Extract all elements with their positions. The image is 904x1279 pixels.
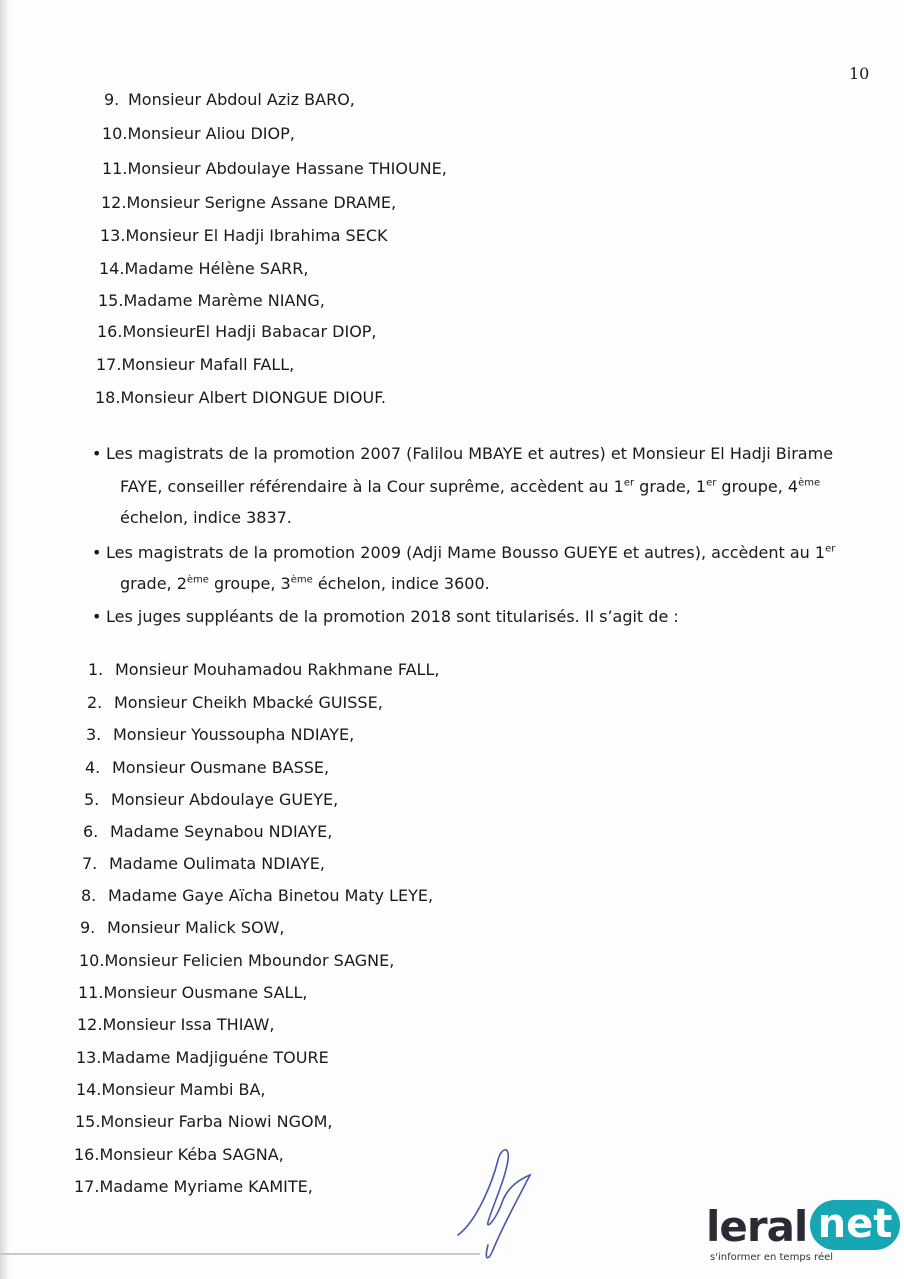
list-item: 18.Monsieur Albert DIONGUE DIOUF. (95, 388, 386, 407)
list-item: 8. Madame Gaye Aïcha Binetou Maty LEYE, (81, 886, 434, 905)
list-item: 17.Madame Myriame KAMITE, (74, 1177, 313, 1196)
list-item: 14.Monsieur Mambi BA, (76, 1080, 266, 1099)
logo-wordmark: leral (706, 1202, 808, 1251)
bullet-paragraph-1: • Les magistrats de la promotion 2007 (Falilou MBAYE et autres) et Monsieur El Hadji Birame (92, 444, 834, 463)
logo-tagline: s'informer en temps réel (710, 1252, 834, 1263)
bullet-paragraph-2-line-2: grade, 2ème groupe, 3ème échelon, indice 3600. (120, 574, 490, 593)
list-item: 9. Monsieur Abdoul Aziz BARO, (104, 90, 355, 109)
list-item: 7. Madame Oulimata NDIAYE, (82, 854, 325, 873)
list-item: 5. Monsieur Abdoulaye GUEYE, (84, 790, 339, 809)
list-item: 11.Monsieur Abdoulaye Hassane THIOUNE, (102, 159, 447, 178)
list-item: 16.MonsieurEl Hadji Babacar DIOP, (97, 322, 377, 341)
list-item: 11.Monsieur Ousmane SALL, (78, 983, 308, 1002)
list-item: 1. Monsieur Mouhamadou Rakhmane FALL, (88, 660, 440, 679)
logo-badge: net (810, 1200, 900, 1250)
list-item: 17.Monsieur Mafall FALL, (96, 355, 295, 374)
list-item: 10.Monsieur Aliou DIOP, (102, 124, 295, 143)
bullet-paragraph-3: • Les juges suppléants de la promotion 2018 sont titularisés. Il s’agit de : (92, 607, 679, 626)
bullet-paragraph-1-line-3: échelon, indice 3837. (120, 508, 292, 527)
list-item: 2. Monsieur Cheikh Mbacké GUISSE, (87, 693, 383, 712)
list-item: 13.Madame Madjiguéne TOURE (76, 1048, 329, 1067)
list-item: 6. Madame Seynabou NDIAYE, (83, 822, 333, 841)
list-item: 9. Monsieur Malick SOW, (80, 918, 285, 937)
list-item: 10.Monsieur Felicien Mboundor SAGNE, (79, 951, 395, 970)
leral-logo (700, 1198, 904, 1270)
footer-rule (0, 1253, 480, 1255)
list-item: 14.Madame Hélène SARR, (99, 259, 309, 278)
list-item: 4. Monsieur Ousmane BASSE, (85, 758, 330, 777)
list-item: 3. Monsieur Youssoupha NDIAYE, (86, 725, 355, 744)
handwritten-signature (448, 1140, 548, 1265)
bullet-paragraph-1-line-2: FAYE, conseiller référendaire à la Cour suprême, accèdent au 1er grade, 1er groupe, 4ème (120, 477, 821, 496)
list-item: 12.Monsieur Issa THIAW, (77, 1015, 275, 1034)
list-item: 12.Monsieur Serigne Assane DRAME, (101, 193, 397, 212)
bullet-paragraph-2: • Les magistrats de la promotion 2009 (Adji Mame Bousso GUEYE et autres), accèdent au 1er (92, 543, 836, 562)
page-number: 10 (849, 64, 870, 83)
list-item: 15.Madame Marème NIANG, (98, 291, 325, 310)
page-edge-shadow (0, 0, 10, 1279)
list-item: 15.Monsieur Farba Niowi NGOM, (75, 1112, 333, 1131)
list-item: 16.Monsieur Kéba SAGNA, (74, 1145, 284, 1164)
list-item: 13.Monsieur El Hadji Ibrahima SECK (100, 226, 388, 245)
